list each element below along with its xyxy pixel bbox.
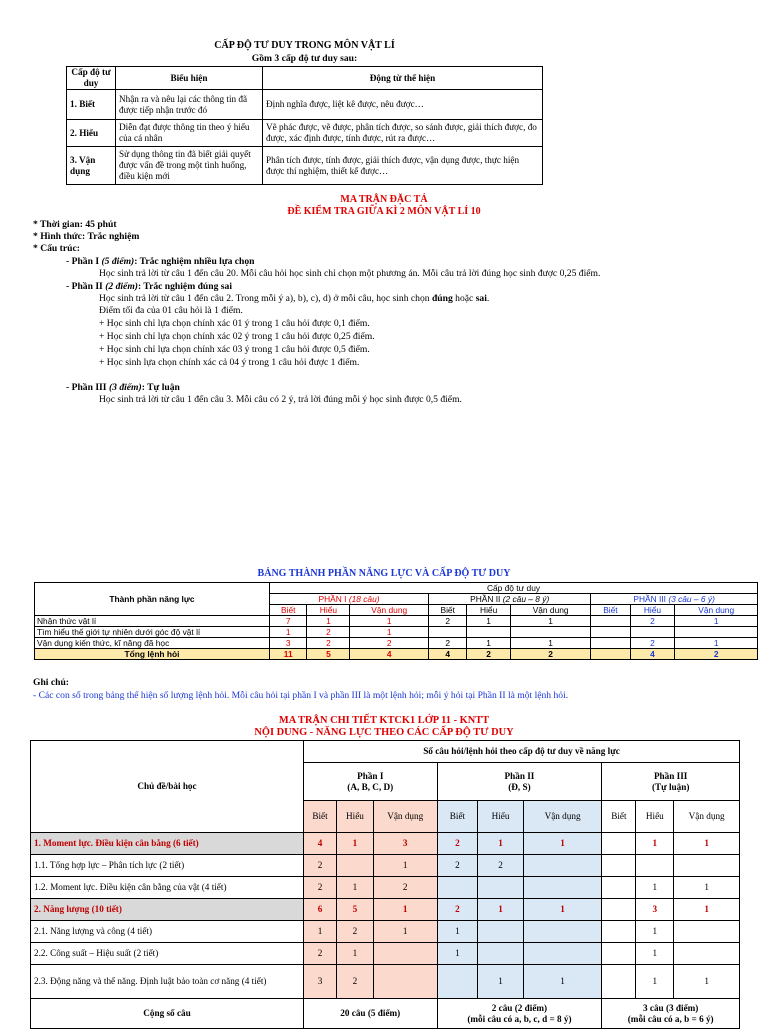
competency-title: BẢNG THÀNH PHẦN NĂNG LỰC VÀ CẤP ĐỘ TƯ DUY	[257, 568, 511, 579]
part2-or-word: hoặc	[455, 293, 474, 304]
value-cell: 2	[337, 965, 374, 999]
competency-name: Vận dụng kiến thức, kĩ năng đã học	[35, 638, 270, 649]
value-cell: 1	[304, 921, 337, 943]
part3-label: - Phần III	[66, 382, 107, 393]
value-cell	[674, 855, 740, 877]
value-cell: 1	[350, 627, 429, 638]
value-cell: 2	[350, 638, 429, 649]
detail-table	[30, 740, 740, 1029]
table-header-row	[67, 67, 543, 90]
sum-part1: 20 câu (5 điểm)	[304, 999, 438, 1029]
total-label: Tổng lệnh hỏi	[35, 649, 270, 660]
value-cell: 2	[478, 855, 523, 877]
value-cell	[373, 943, 437, 965]
level-cell: Vận dung	[350, 605, 429, 616]
part3-header-sub: (3 câu – 6 ý)	[668, 594, 715, 604]
value-cell: 1	[523, 965, 602, 999]
thinking-levels-table	[66, 66, 543, 185]
level-cell: Vận dụng	[523, 801, 602, 833]
part2-header-label: Phần II	[504, 770, 535, 781]
level-cell: Vận dung	[675, 605, 758, 616]
part3-header-label: Phần III	[653, 770, 688, 781]
value-cell: 1	[373, 921, 437, 943]
table-row	[31, 943, 740, 965]
value-cell: 2	[437, 833, 478, 855]
topic-name: 1.2. Moment lực. Điều kiện cân bằng của vật (4 tiết)	[31, 877, 304, 899]
part1-header	[304, 763, 438, 801]
value-cell: 2	[630, 638, 675, 649]
level-expression: Sử dụng thông tin đã biết giải quyết được vấn đề trong một tình huống, điều kiện mới	[116, 147, 263, 185]
value-cell: 1	[510, 616, 590, 627]
part1-header-label: PHẦN I	[318, 594, 347, 604]
table-row	[35, 627, 758, 638]
value-cell	[478, 877, 523, 899]
value-cell: 4	[304, 833, 337, 855]
level-name: 1. Biết	[67, 90, 116, 120]
topic-name: 2.2. Công suất – Hiệu suất (2 tiết)	[31, 943, 304, 965]
level-expression: Nhận ra và nêu lại các thông tin đã được tiếp nhận trước đó	[116, 90, 263, 120]
total-cell: 2	[467, 649, 511, 660]
value-cell	[602, 921, 636, 943]
competency-table	[34, 582, 758, 660]
topic-name: 2. Năng lượng (10 tiết)	[31, 899, 304, 921]
value-cell: 1	[437, 921, 478, 943]
spec-title: MA TRẬN ĐẶC TẢ	[340, 194, 428, 205]
total-cell	[591, 649, 630, 660]
value-cell	[636, 855, 674, 877]
header-expression: Biểu hiện	[116, 67, 263, 90]
topic-name: 2.1. Năng lượng và công (4 tiết)	[31, 921, 304, 943]
level-verbs: Phân tích được, tính được, giải thích được, vận dụng được, thực hiện được thí nghiệm, thiết kế được…	[263, 147, 543, 185]
value-cell: 1	[636, 877, 674, 899]
value-cell: 2	[307, 627, 350, 638]
thinking-levels-title: CẤP ĐỘ TƯ DUY TRONG MÔN VẬT LÍ	[214, 40, 395, 51]
value-cell: 2	[304, 855, 337, 877]
table-row	[31, 877, 740, 899]
level-cell: Biết	[270, 605, 307, 616]
level-cell: Biết	[602, 801, 636, 833]
part2-true-word: đúng	[431, 293, 453, 304]
value-cell: 1	[523, 833, 602, 855]
part1-header-sub: (18 câu)	[348, 594, 380, 604]
part1-header-sub: (A, B, C, D)	[347, 781, 394, 792]
level-cell: Biết	[591, 605, 630, 616]
table-row	[35, 616, 758, 627]
topic-name: 1. Moment lực. Điều kiện cân bằng (6 tiết)	[31, 833, 304, 855]
value-cell	[591, 616, 630, 627]
detail-title: MA TRẬN CHI TIẾT KTCK1 LỚP 11 - KNTT	[278, 715, 490, 726]
topic-name: 2.3. Động năng và thế năng. Định luật bảo toàn cơ năng (4 tiết)	[31, 965, 304, 999]
spec-subtitle: ĐỀ KIỂM TRA GIỮA KÌ 2 MÔN VẬT LÍ 10	[287, 206, 481, 217]
value-cell: 2	[429, 616, 467, 627]
question-group-header: Số câu hỏi/lệnh hỏi theo cấp độ tư duy về năng lực	[304, 741, 740, 763]
value-cell	[602, 943, 636, 965]
value-cell: 1	[636, 943, 674, 965]
sum-part2	[437, 999, 602, 1029]
value-cell: 1	[674, 877, 740, 899]
structure-label: * Cấu trúc:	[33, 243, 80, 254]
value-cell: 2	[630, 616, 675, 627]
value-cell: 3	[304, 965, 337, 999]
table-row	[31, 855, 740, 877]
value-cell	[602, 833, 636, 855]
value-cell: 1	[270, 627, 307, 638]
sum-part3	[602, 999, 740, 1029]
level-group-header: Cấp độ tư duy	[270, 583, 758, 594]
value-cell	[591, 627, 630, 638]
level-cell: Vận dụng	[373, 801, 437, 833]
level-verbs: Vẽ phác được, vẽ được, phân tích được, so sánh được, giải thích được, đo được, xác định được, tính được, rút ra được…	[263, 120, 543, 147]
value-cell	[429, 627, 467, 638]
value-cell	[591, 638, 630, 649]
sum-label: Cộng số câu	[31, 999, 304, 1029]
total-cell: 4	[630, 649, 675, 660]
value-cell: 1	[675, 638, 758, 649]
part2-rule: + Học sinh chỉ lựa chọn chính xác 02 ý trong 1 câu hỏi được 0,25 điểm.	[99, 331, 375, 342]
table-row	[35, 638, 758, 649]
part2-header	[429, 594, 591, 605]
value-cell	[523, 877, 602, 899]
value-cell: 1	[675, 616, 758, 627]
total-cell: 5	[307, 649, 350, 660]
value-cell: 1	[373, 899, 437, 921]
competency-name: Tìm hiểu thế giới tự nhiên dưới góc độ vật lí	[35, 627, 270, 638]
value-cell: 1	[337, 833, 374, 855]
value-cell	[523, 921, 602, 943]
value-cell: 2	[437, 899, 478, 921]
part2-heading	[66, 281, 232, 293]
level-expression: Diễn đạt được thông tin theo ý hiểu của cá nhân	[116, 120, 263, 147]
value-cell: 2	[373, 877, 437, 899]
part1-header	[270, 594, 429, 605]
level-cell: Vận dụng	[674, 801, 740, 833]
value-cell: 1	[523, 899, 602, 921]
value-cell: 1	[478, 965, 523, 999]
value-cell	[602, 877, 636, 899]
part3-description: Học sinh trả lời từ câu 1 đến câu 3. Mỗi câu có 2 ý, trả lời đúng mỗi ý học sinh được 0,5 điểm.	[99, 394, 462, 405]
value-cell	[373, 965, 437, 999]
part2-rule: + Học sinh lựa chọn chính xác cả 04 ý trong 1 câu hỏi được 1 điểm.	[99, 357, 360, 368]
part1-header-label: Phần I	[357, 770, 384, 781]
part2-description: Học sinh trả lời từ câu 1 đến câu 2. Trong mỗi ý a), b), c), d) ở mỗi câu, học sinh chọn đúng hoặc sai.	[99, 293, 490, 304]
value-cell	[630, 627, 675, 638]
value-cell: 1	[674, 899, 740, 921]
topic-name: 1.1. Tổng hợp lực – Phân tích lực (2 tiết)	[31, 855, 304, 877]
part2-header	[437, 763, 602, 801]
detail-subtitle: NỘI DUNG - NĂNG LỰC THEO CÁC CẤP ĐỘ TƯ DUY	[254, 727, 514, 738]
part2-false-word: sai	[475, 293, 487, 304]
level-verbs: Định nghĩa được, liệt kê được, nêu được…	[263, 90, 543, 120]
part3-header	[591, 594, 758, 605]
value-cell	[674, 943, 740, 965]
level-cell: Hiểu	[337, 801, 374, 833]
level-cell: Hiểu	[467, 605, 511, 616]
value-cell: 1	[478, 899, 523, 921]
level-cell: Hiểu	[630, 605, 675, 616]
value-cell: 1	[350, 616, 429, 627]
value-cell: 3	[373, 833, 437, 855]
value-cell: 2	[437, 855, 478, 877]
table-row	[31, 921, 740, 943]
value-cell: 3	[636, 899, 674, 921]
note-text: - Các con số trong bảng thể hiện số lượng lệnh hỏi. Mỗi câu hỏi tại phần I và phần III là một lệnh hỏi; mỗi ý hỏi tại Phần II là một lệnh hỏi.	[33, 690, 569, 701]
value-cell: 2	[429, 638, 467, 649]
value-cell	[602, 965, 636, 999]
value-cell: 6	[304, 899, 337, 921]
part2-rule: + Học sinh chỉ lựa chọn chính xác 03 ý trong 1 câu hỏi được 0,5 điểm.	[99, 344, 370, 355]
competency-column-header: Thành phần năng lực	[35, 583, 270, 616]
value-cell	[437, 965, 478, 999]
value-cell: 1	[636, 833, 674, 855]
table-row	[67, 120, 543, 147]
level-name: 2. Hiểu	[67, 120, 116, 147]
header-level: Cấp độ tư duy	[67, 67, 116, 90]
value-cell	[523, 855, 602, 877]
value-cell	[337, 855, 374, 877]
part3-heading	[66, 382, 180, 394]
value-cell: 1	[674, 833, 740, 855]
value-cell: 1	[636, 921, 674, 943]
value-cell	[674, 921, 740, 943]
part1-name: : Trắc nghiệm nhiều lựa chọn	[134, 256, 255, 267]
part1-heading	[66, 256, 255, 268]
part3-header	[602, 763, 740, 801]
part2-rule: Điểm tối đa của 01 câu hỏi là 1 điểm.	[99, 305, 243, 316]
value-cell: 2	[337, 921, 374, 943]
table-row	[67, 147, 543, 185]
value-cell	[478, 921, 523, 943]
level-cell: Hiểu	[478, 801, 523, 833]
part2-header-sub: (2 câu – 8 ý)	[502, 594, 550, 604]
value-cell	[478, 943, 523, 965]
part2-points: (2 điểm)	[105, 281, 138, 292]
level-cell: Hiểu	[307, 605, 350, 616]
table-row	[31, 833, 740, 855]
part2-header-sub: (Đ, S)	[508, 781, 531, 792]
value-cell: 1	[467, 638, 511, 649]
table-row	[31, 899, 740, 921]
value-cell	[602, 855, 636, 877]
part2-desc-a: Học sinh trả lời từ câu 1 đến câu 2. Trong mỗi ý a), b), c), d) ở mỗi câu, học sinh chọn	[99, 293, 430, 304]
value-cell	[510, 627, 590, 638]
level-cell: Biết	[429, 605, 467, 616]
level-cell: Biết	[304, 801, 337, 833]
form-value: Trắc nghiệm	[87, 231, 140, 242]
topic-column-header: Chủ đề/bài học	[31, 741, 304, 833]
time-line	[33, 219, 117, 231]
competency-name: Nhận thức vật lí	[35, 616, 270, 627]
part2-header-label: PHẦN II	[470, 594, 501, 604]
thinking-levels-subtitle: Gồm 3 cấp độ tư duy sau:	[251, 53, 358, 64]
value-cell: 1	[337, 877, 374, 899]
part2-label: - Phần II	[66, 281, 103, 292]
value-cell: 1	[337, 943, 374, 965]
value-cell: 1	[307, 616, 350, 627]
part3-name: : Tự luận	[141, 382, 180, 393]
table-header-row	[31, 741, 740, 763]
form-label: * Hình thức:	[33, 231, 86, 242]
part3-header-sub: (Tự luận)	[651, 781, 690, 792]
total-cell: 4	[429, 649, 467, 660]
form-line	[33, 231, 139, 243]
level-cell: Biết	[437, 801, 478, 833]
total-row	[35, 649, 758, 660]
value-cell: 2	[304, 877, 337, 899]
total-cell: 2	[675, 649, 758, 660]
value-cell: 7	[270, 616, 307, 627]
value-cell	[675, 627, 758, 638]
sum-part3-sub: (mỗi câu có a, b = 6 ý)	[627, 1013, 714, 1024]
part1-description: Học sinh trả lời từ câu 1 đến câu 20. Mỗi câu hỏi học sinh chỉ chọn một phương án. Mỗi câu trả lời đúng học sinh được 0,25 điểm.	[99, 268, 601, 279]
value-cell: 1	[510, 638, 590, 649]
value-cell: 2	[307, 638, 350, 649]
table-row	[31, 965, 740, 999]
total-cell: 4	[350, 649, 429, 660]
time-value: 45 phút	[85, 219, 117, 230]
sum-part2-main: 2 câu (2 điểm)	[491, 1002, 548, 1013]
value-cell: 2	[304, 943, 337, 965]
level-cell: Hiểu	[636, 801, 674, 833]
note-label: Ghi chú:	[33, 677, 69, 688]
value-cell: 1	[478, 833, 523, 855]
part1-points: (5 điểm)	[101, 256, 135, 267]
total-cell: 2	[510, 649, 590, 660]
table-row	[67, 90, 543, 120]
value-cell: 1	[373, 855, 437, 877]
part1-label: - Phần I	[66, 256, 100, 267]
level-cell: Vận dung	[510, 605, 590, 616]
value-cell: 5	[337, 899, 374, 921]
value-cell	[467, 627, 511, 638]
sum-row	[31, 999, 740, 1029]
value-cell	[602, 899, 636, 921]
total-cell: 11	[270, 649, 307, 660]
part2-rule: + Học sinh chỉ lựa chọn chính xác 01 ý trong 1 câu hỏi được 0,1 điểm.	[99, 318, 370, 329]
value-cell	[523, 943, 602, 965]
header-verbs: Động từ thể hiện	[263, 67, 543, 90]
part2-name: : Trắc nghiệm đúng sai	[137, 281, 232, 292]
part3-points: (3 điểm)	[108, 382, 142, 393]
time-label: * Thời gian:	[33, 219, 83, 230]
value-cell: 1	[437, 943, 478, 965]
value-cell: 3	[270, 638, 307, 649]
value-cell: 1	[636, 965, 674, 999]
sum-part3-main: 3 câu (3 điểm)	[642, 1002, 699, 1013]
part3-header-label: PHẦN III	[633, 594, 666, 604]
level-name: 3. Vận dụng	[67, 147, 116, 185]
value-cell	[437, 877, 478, 899]
table-header-row	[35, 583, 758, 594]
value-cell: 1	[674, 965, 740, 999]
value-cell: 1	[467, 616, 511, 627]
sum-part2-sub: (mỗi câu có a, b, c, d = 8 ý)	[467, 1013, 572, 1024]
